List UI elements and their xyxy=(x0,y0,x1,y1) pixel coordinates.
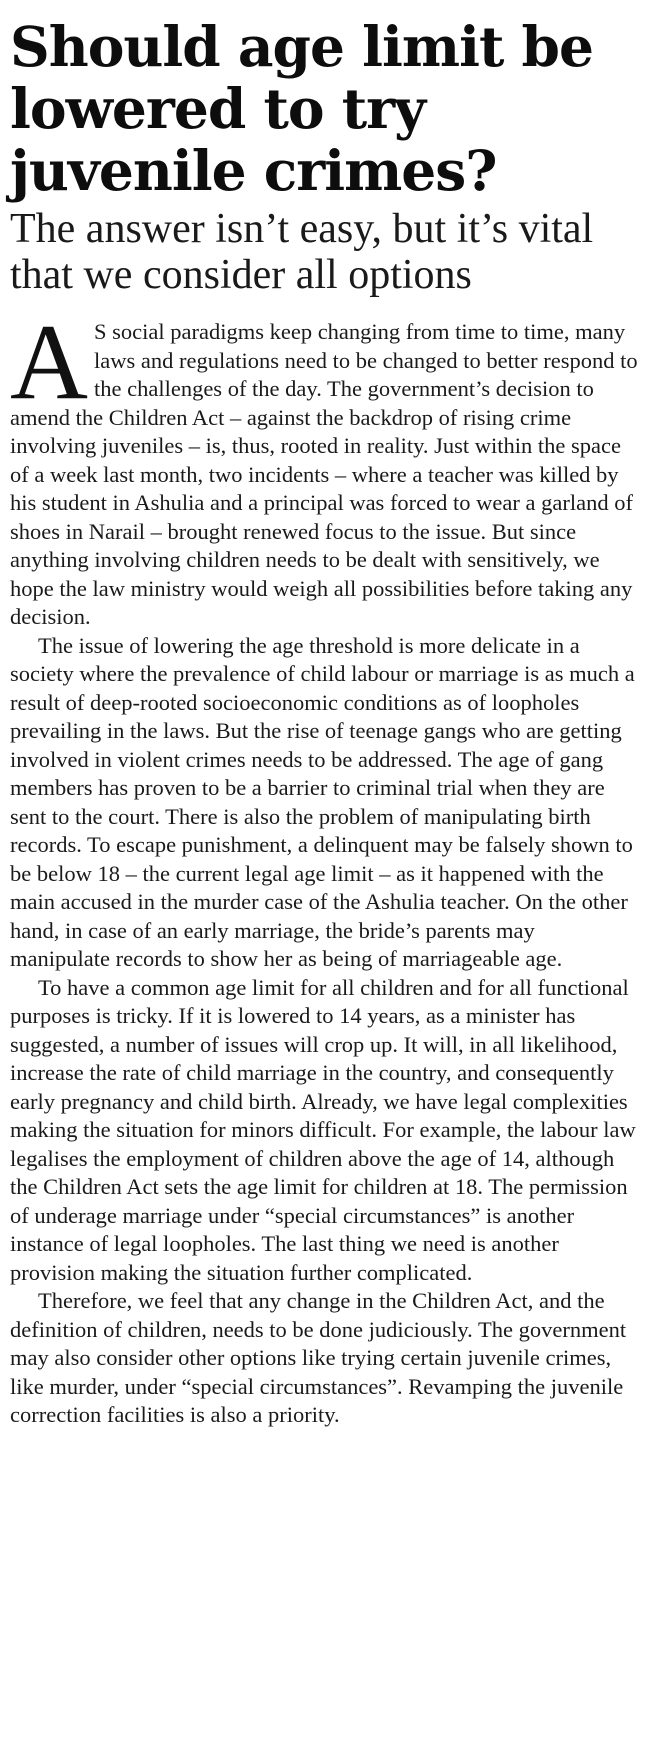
subheadline: The answer isn’t easy, but it’s vital that we consider all options xyxy=(10,206,594,298)
paragraph-4: Therefore, we feel that any change in the Children Act, and the definition of children, needs to be done judiciously. The government may also consider other options like trying certain juvenile crimes, like murder, under “special circumstances”. Revamping the juvenile correction facilities is also a priority. xyxy=(10,1288,627,1427)
paragraph-1 xyxy=(10,303,638,632)
article-body xyxy=(10,303,638,1430)
headline: Should age limit be lowered to try juvenile crimes? xyxy=(10,14,593,203)
paragraph-2: The issue of lowering the age threshold is more delicate in a society where the prevalence of child labour or marriage is as much a result of deep-rooted socioeconomic conditions as of loopholes prevailing in the laws. But the rise of teenage gangs who are getting involved in violent crimes needs to be addressed. The age of gang members has proven to be a barrier to criminal trial when they are sent to the court. There is also the problem of manipulating birth records. To escape punishment, a delinquent may be falsely shown to be below 18 – the current legal age limit – as it happened with the main accused in the murder case of the Ashulia teacher. On the other hand, in case of an early marriage, the bride’s parents may manipulate records to show her as being of marriageable age. xyxy=(10,632,635,971)
paragraph-1-text: S social paradigms keep changing from time to time, many laws and regulations need to be changed to better respond to the challenges of the day. The government’s decision to amend the Children Act – against the backdrop of rising crime involving juveniles – is, thus, rooted in reality. Just within the space of a week last month, two incidents – where a teacher was killed by his student in Ashulia and a principal was forced to wear a garland of shoes in Narail – brought renewed focus to the issue. But since anything involving children needs to be dealt with sensitively, we hope the law ministry would weigh all possibilities before taking any decision. xyxy=(10,319,638,629)
drop-cap: A xyxy=(10,303,88,422)
paragraph-3: To have a common age limit for all children and for all functional purposes is tricky. If it is lowered to 14 years, as a minister has suggested, a number of issues will crop up. It will, in all likelihood, increase the rate of child marriage in the country, and consequently early pregnancy and child birth. Already, we have legal complexities making the situation for minors difficult. For example, the labour law legalises the employment of children above the age of 14, although the Children Act sets the age limit for children at 18. The permission of underage marriage under “special circumstances” is another instance of legal loopholes. The last thing we need is another provision making the situation further complicated. xyxy=(10,974,636,1285)
editorial-article xyxy=(10,0,638,1430)
